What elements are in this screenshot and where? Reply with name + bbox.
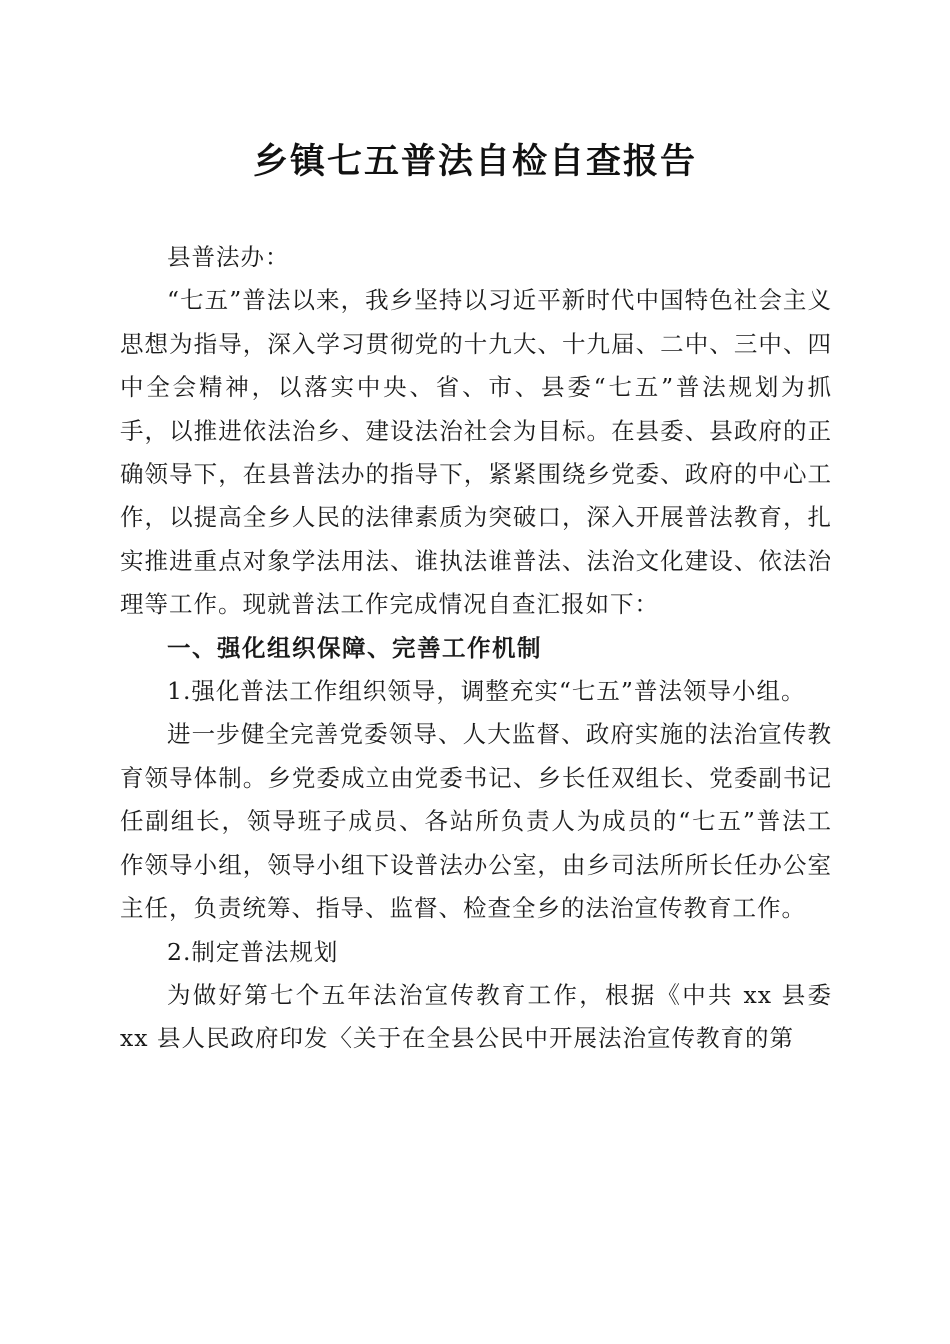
item-2-title: 2.制定普法规划 <box>167 937 339 966</box>
item-1-title: 1.强化普法工作组织领导，调整充实“七五”普法领导小组。 <box>167 677 806 706</box>
section-heading: 一、强化组织保障、完善工作机制 <box>167 633 542 662</box>
item-2-body: 为做好第七个五年法治宣传教育工作，根据《中共 xx 县委 xx 县人民政府印发〈关于在全县公民中开展法治宣传教育的第 <box>120 980 832 1053</box>
salutation: 县普法办： <box>167 243 290 271</box>
item-1-body: 进一步健全完善党委领导、人大监督、政府实施的法治宣传教育领导体制。乡党委成立由党委书记、乡长任双组长、党委副书记任副组长，领导班子成员、各站所负责人为成员的“七五”普法工作领导小组，领导小组下设普法办公室，由乡司法所所长任办公室主任，负责统筹、指导、监督、检查全乡的法治宣传教育工作。 <box>120 720 832 923</box>
document-body <box>120 236 832 1061</box>
document-title: 乡镇七五普法自检自查报告 <box>252 142 697 182</box>
intro-paragraph: “七五”普法以来，我乡坚持以习近平新时代中国特色社会主义思想为指导，深入学习贯彻党的十九大、十九届、二中、三中、四中全会精神，以落实中央、省、市、县委“七五”普法规划为抓手，以推进依法治乡、建设法治社会为目标。在县委、县政府的正确领导下，在县普法办的指导下，紧紧围绕乡党委、政府的中心工作，以提高全乡人民的法律素质为突破口，深入开展普法教育，扎实推进重点对象学法用法、谁执法谁普法、法治文化建设、依法治理等工作。现就普法工作完成情况自查汇报如下： <box>120 286 832 619</box>
